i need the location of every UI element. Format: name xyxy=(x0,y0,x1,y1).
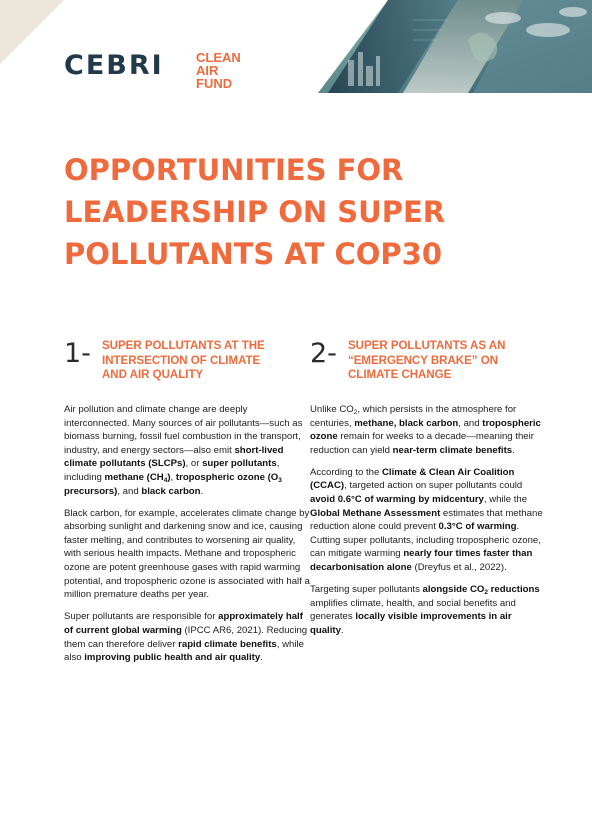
section-1-paragraph-2: Black carbon, for example, accelerates climate change by absorbing sunlight and darkening snow and ice, causing faster melting, and contributes to worsening air quality, with serious health impacts. Methane and tropospheric ozone are potent greenhouse gases with rapid warming potential, and tropospheric ozone is associated with half a million premature deaths per year. xyxy=(64,507,310,601)
clean-air-fund-logo: CLEAN AIR FUND xyxy=(196,50,241,91)
section-1-body xyxy=(64,403,310,673)
page-title: OPPORTUNITIES FOR LEADERSHIP ON SUPER POLLUTANTS AT COP30 xyxy=(64,153,446,271)
section-1-paragraph-1: Air pollution and climate change are deeply interconnected. Many sources of air pollutants—such as biomass burning, fossil fuel combustion in the transport, industry, and energy sectors—also emit short-lived climate pollutants (SLCPs), or super pollutants, including methane $(CH_4)$, tropospheric ozone ($O_3$ precursors), and black carbon. xyxy=(64,404,303,497)
cebri-logo: CEBRI xyxy=(64,50,164,81)
section-2-number: 2- xyxy=(310,338,337,369)
section-1-paragraph-3: Super pollutants are responsible for approximately half of current global warming (IPCC AR6, 2021). Reducing them can therefore deliver rapid climate benefits, while also improving public health and air quality. xyxy=(64,611,308,664)
section-2-paragraph-1: Unlike $CO_2$, which persists in the atmosphere for centuries, methane, black carbon, and tropospheric ozone remain for weeks to a decade—meaning their reduction can yield near-term climate benefits. xyxy=(310,404,541,456)
section-1-number: 1- xyxy=(64,338,91,369)
section-1-title: SUPER POLLUTANTS AT THE INTERSECTION OF CLIMATE AND AIR QUALITY xyxy=(102,340,265,381)
header-banner-image xyxy=(318,0,592,93)
section-2-body xyxy=(310,403,546,646)
section-2-paragraph-3: Targeting super pollutants alongside $CO_2$ reductions amplifies climate, health, and social benefits and generates locally visible improvements in air quality. xyxy=(310,584,540,636)
corner-decoration xyxy=(0,0,64,64)
section-2-title: SUPER POLLUTANTS AS AN “EMERGENCY BRAKE” ON CLIMATE CHANGE xyxy=(348,340,506,381)
section-1-heading xyxy=(64,338,265,383)
section-2-heading xyxy=(310,338,505,383)
section-2-paragraph-2: According to the Climate & Clean Air Coalition (CCAC), targeted action on super pollutants could avoid 0.6°C of warming by midcentury, while the Global Methane Assessment estimates that methane reduction alone could prevent 0.3°C of warming. Cutting super pollutants, including tropospheric ozone, can mitigate warming nearly four times faster than decarbonisation alone (Dreyfus et al., 2022). xyxy=(310,466,543,574)
